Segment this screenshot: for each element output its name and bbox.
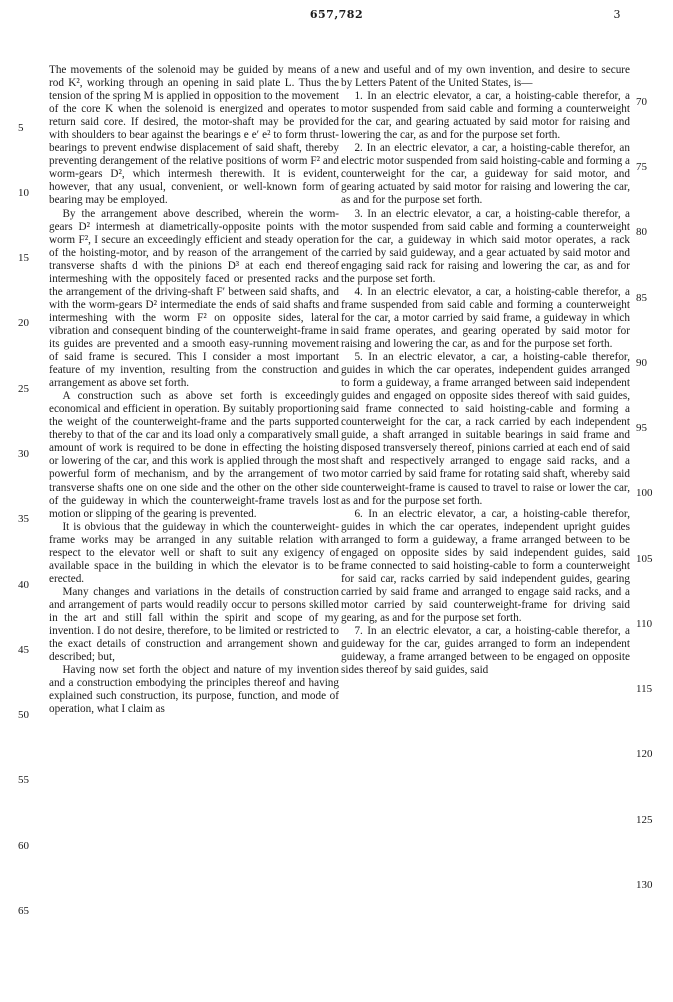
claim-6: 6. In an electric elevator, a car, a hoisting-cable therefor, guides in which the car operates, independent upright guides arranged to form a guideway, a frame arranged between to be engaged on opposite sides by said independent guides, said frame connected to said hoisting-cable to form a counterweight for said car, racks carried by said independent guides, gearing carried by said frame and arranged to engage said racks, and a motor carried by said counterweight-frame for driving said gearing, as and for the purpose set forth.	[341, 507, 630, 624]
line-number: 65	[18, 905, 29, 917]
line-number: 95	[636, 422, 647, 434]
paragraph: It is obvious that the guideway in which the counterweight-frame works may be arranged in any suitable relation with respect to the elevator well or shaft to suit any exigency of available space in the building in which the elevator is to be erected.	[49, 520, 339, 585]
claim-2: 2. In an electric elevator, a car, a hoisting-cable therefor, an electric motor suspended from said hoisting-cable and forming a counterweight for the car, a guideway for said motor, and gearing actuated by said motor for raising and lowering the car, as and for the purpose set forth.	[341, 142, 630, 207]
claim-3: 3. In an electric elevator, a car, a hoisting-cable therefor, a motor suspended from said cable and forming a counterweight for the car, a guideway in which said motor operates, a rack carried by said guideway, and a gear actuated by said motor and engaging said rack for raising and lowering the car, as and for the purpose set forth.	[341, 207, 630, 285]
paragraph: Many changes and variations in the details of construction and arrangement of parts would readily occur to persons skilled in the art and still fall within the spirit and scope of my invention. I do not desire, therefore, to be limited or restricted to the exact details of construction and arrangement shown and described; but,	[49, 585, 339, 664]
claim-1: 1. In an electric elevator, a car, a hoisting-cable therefor, a motor suspended from said cable and forming a counterweight for the car, and gearing actuated by said motor for raising and lowering the car, as and for the purpose set forth.	[341, 90, 630, 142]
line-number: 110	[636, 618, 653, 630]
paragraph: new and useful and of my own invention, and desire to secure by Letters Patent of the United States, is—	[341, 64, 630, 90]
line-number: 125	[636, 814, 653, 826]
right-column	[341, 64, 630, 677]
line-number: 75	[636, 161, 647, 173]
paragraph: Having now set forth the object and nature of my invention and a construction embodying the principles thereof and having explained such construction, its purpose, function, and mode of operation, what I claim as	[49, 664, 339, 716]
line-number: 35	[18, 513, 29, 525]
line-number: 80	[636, 226, 647, 238]
line-number: 45	[18, 644, 29, 656]
line-number: 55	[18, 774, 29, 786]
line-number: 30	[18, 448, 29, 460]
line-number: 85	[636, 292, 647, 304]
line-number: 25	[18, 383, 29, 395]
patent-number: 657,782	[309, 8, 364, 21]
claim-7: 7. In an electric elevator, a car, a hoisting-cable therefor, a guideway for the car, guides arranged to form an independent guideway, a frame arranged between to be engaged on opposite sides thereof by said guides, said	[341, 625, 630, 677]
claim-4: 4. In an electric elevator, a car, a hoisting-cable therefor, a frame suspended from said cable and forming a counterweight for the car, a motor carried by said frame, a guideway in which said frame operates, and gearing operated by said motor for raising and lowering the car, as and for the purpose set forth.	[341, 285, 630, 350]
line-number: 120	[636, 748, 653, 760]
line-number: 105	[636, 553, 653, 565]
line-number: 130	[636, 879, 653, 891]
left-column	[49, 64, 339, 716]
paragraph: A construction such as above set forth is exceedingly economical and efficient in operation. By suitably proportioning the weight of the counterweight-frame and the parts supported thereby to that of the car and its load only a comparatively small amount of work is required to be done in effecting the hoisting or lowering of the car, and this work is applied through the most powerful form of mechanism, and by the arrangement of two transverse shafts one on one side and the other on the other side of the guideway in which the counterweight-frame travels lost motion or slipping of the gearing is prevented.	[49, 390, 339, 520]
line-number: 115	[636, 683, 653, 695]
line-number: 90	[636, 357, 647, 369]
paragraph: By the arrangement above described, wherein the worm-gears D² intermesh at diametrically-opposite points with the worm F², I secure an exceedingly efficient and steady operation of the hoisting-motor, and by reason of the arrangement of the transverse shafts d with the pinions D³ at each end thereof intermeshing with the oppositely faced or presented racks and the arrangement of the driving-shaft F′ between said shafts, and with the worm-gears D² intermediate the ends of said shafts and intermeshing with the worm F² on opposite sides, lateral vibration and consequent binding of the counterweight-frame in its guides are prevented and a smooth easy-running movement of said frame is secured. This I consider a most important feature of my invention, resulting from the construction and arrangement as above set forth.	[49, 207, 339, 390]
line-number: 5	[18, 122, 24, 134]
line-number: 15	[18, 252, 29, 264]
line-number: 20	[18, 317, 29, 329]
paragraph: The movements of the solenoid may be guided by means of a rod K², working through an opening in said plate L. Thus the tension of the spring M is applied in opposition to the movement of the core K when the solenoid is energized and operates to return said core. If desired, the motor-shaft may be provided with shoulders to bear against the bearings e e′ e² to form thrust-bearings to prevent endwise displacement of said shaft, thereby preventing derangement of the relative positions of worm F² and worm-gears D², which intermesh therewith. It is evident, however, that any usual, convenient, or well-known form of bearing may be employed.	[49, 64, 339, 207]
line-number: 40	[18, 579, 29, 591]
line-number: 60	[18, 840, 29, 852]
line-number: 10	[18, 187, 29, 199]
line-number: 70	[636, 96, 647, 108]
page-number: 3	[613, 8, 621, 21]
line-number: 50	[18, 709, 29, 721]
claim-5: 5. In an electric elevator, a car, a hoisting-cable therefor, guides in which the car operates, independent guides arranged to form a guideway, a frame arranged between said independent guides and engaged on opposite sides thereof with said guides, said frame connected to said hoisting-cable and forming a counterweight for the car, a rack carried by each independent guide, a shaft arranged in suitable bearings in said frame and disposed transversely thereof, pinions carried at each end of said shaft and respectively arranged to engage said racks, and a motor carried by said frame for rotating said shaft, whereby said counterweight-frame is caused to travel to raise or lower the car, as and for the purpose set forth.	[341, 351, 630, 507]
line-number: 100	[636, 487, 653, 499]
